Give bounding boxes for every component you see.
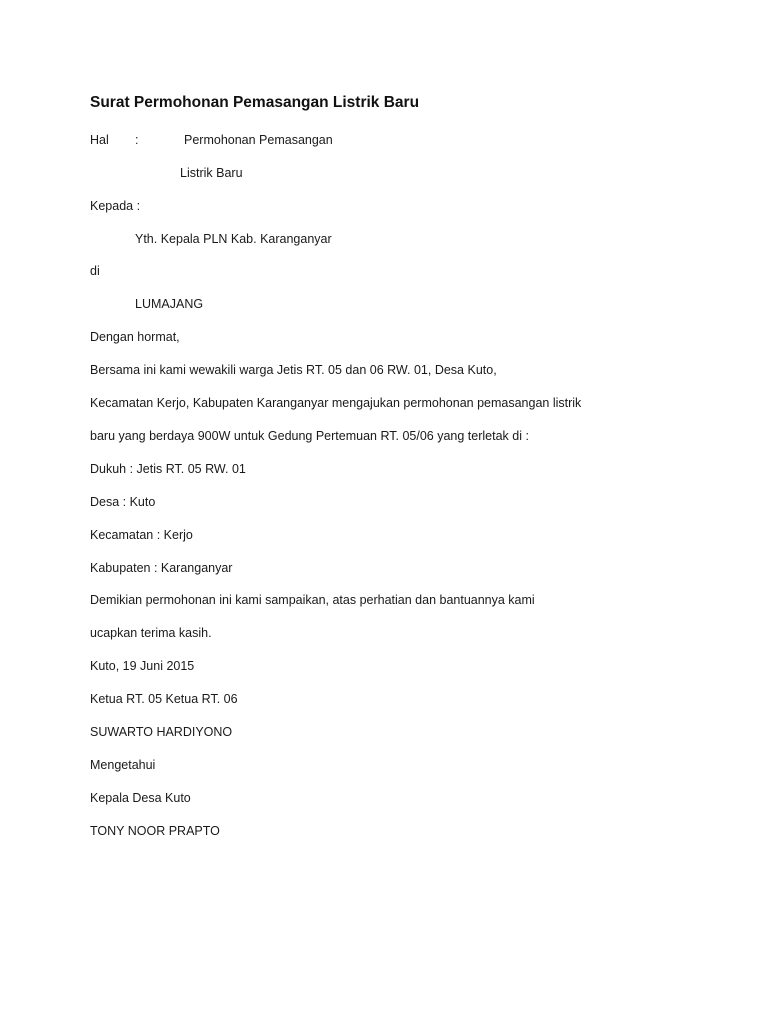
di-line: di [90,264,100,278]
recipient-line: Yth. Kepala PLN Kab. Karanganyar [135,232,332,246]
village-head-name: TONY NOOR PRAPTO [90,824,220,838]
signatory-names: SUWARTO HARDIYONO [90,725,233,739]
signatory-heads: Ketua RT. 05 Ketua RT. 06 [90,692,238,706]
hal-value-line1: Permohonan Pemasangan [184,133,333,147]
address-desa: Desa : Kuto [90,495,156,509]
address-kabupaten: Kabupaten : Karanganyar [90,561,233,575]
acknowledged-label: Mengetahui [90,758,156,772]
closing-line-1: Demikian permohonan ini kami sampaikan, atas perhatian dan bantuannya kami [90,593,535,607]
address-dukuh: Dukuh : Jetis RT. 05 RW. 01 [90,462,246,476]
letter-title: Surat Permohonan Pemasangan Listrik Baru [90,94,420,111]
salutation: Dengan hormat, [90,330,180,344]
village-head-title: Kepala Desa Kuto [90,791,191,805]
hal-value-line2: Listrik Baru [180,166,243,180]
body-line-3: baru yang berdaya 900W untuk Gedung Pertemuan RT. 05/06 yang terletak di : [90,429,529,443]
closing-line-2: ucapkan terima kasih. [90,626,212,640]
hal-colon: : [135,133,139,147]
body-line-2: Kecamatan Kerjo, Kabupaten Karanganyar mengajukan permohonan pemasangan listrik [90,396,582,410]
hal-label: Hal [90,133,109,147]
kepada-label: Kepada : [90,199,141,213]
body-line-1: Bersama ini kami wewakili warga Jetis RT. 05 dan 06 RW. 01, Desa Kuto, [90,363,497,377]
place-line: LUMAJANG [135,297,204,311]
letter-date: Kuto, 19 Juni 2015 [90,659,195,673]
address-kecamatan: Kecamatan : Kerjo [90,528,193,542]
